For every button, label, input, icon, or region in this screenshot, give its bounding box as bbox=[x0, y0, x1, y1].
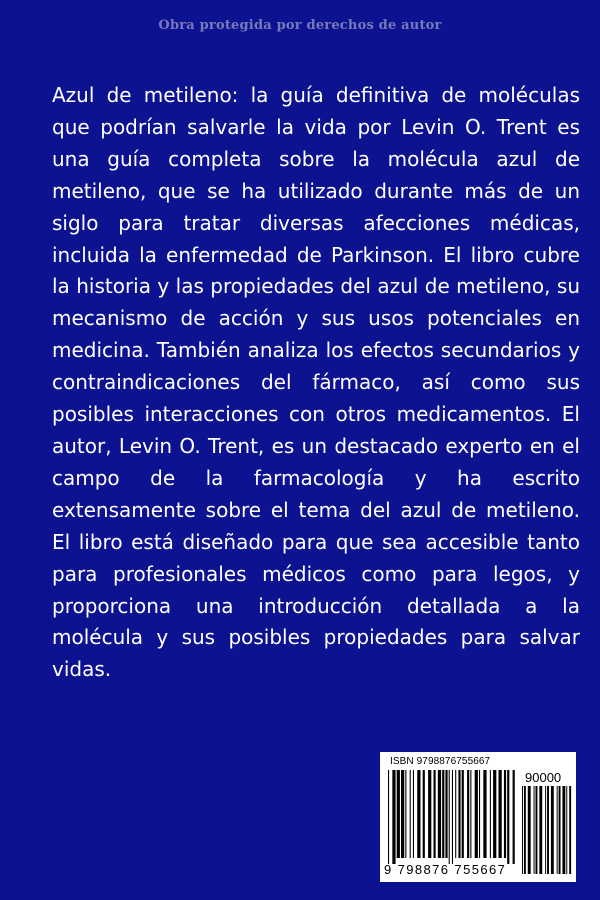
barcode-bar bbox=[566, 786, 567, 874]
barcode-bar bbox=[557, 786, 558, 874]
barcode-bar bbox=[551, 786, 554, 874]
price-addon-barcode bbox=[522, 786, 574, 874]
barcode-bar bbox=[528, 786, 531, 874]
barcode-bar bbox=[545, 786, 546, 874]
barcode-bar bbox=[462, 770, 464, 858]
barcode-bar bbox=[397, 770, 400, 858]
barcode-bar bbox=[524, 786, 526, 874]
barcode-bar bbox=[562, 786, 565, 874]
barcode-bar bbox=[479, 770, 480, 858]
barcode-bar bbox=[483, 770, 486, 858]
barcode-bar bbox=[449, 770, 450, 864]
barcode-bar bbox=[388, 770, 389, 864]
isbn-digits: 9 798876 755667 bbox=[384, 862, 507, 877]
barcode-bar bbox=[534, 786, 535, 874]
barcode-bar bbox=[401, 770, 404, 858]
barcode-bar bbox=[513, 770, 515, 864]
barcode-bar bbox=[405, 770, 406, 858]
barcode-bar bbox=[539, 786, 542, 874]
barcode-bar bbox=[490, 770, 491, 858]
barcode-bar bbox=[535, 786, 537, 874]
barcode-bar bbox=[547, 786, 549, 874]
barcode-bar bbox=[507, 770, 509, 864]
barcode-bar bbox=[452, 770, 453, 864]
barcode-bar bbox=[559, 786, 561, 874]
copyright-watermark-top: Obra protegida por derechos de autor bbox=[158, 18, 442, 33]
barcode-bar bbox=[458, 770, 460, 858]
barcode-bar bbox=[423, 770, 425, 858]
barcode-bar bbox=[445, 770, 447, 858]
barcode-bar bbox=[442, 770, 444, 858]
barcode-bar bbox=[569, 786, 571, 874]
barcode-bar bbox=[467, 770, 469, 858]
barcode-bar bbox=[470, 770, 471, 858]
barcode-bar bbox=[522, 786, 523, 874]
barcode-bar bbox=[499, 770, 502, 858]
barcode-bar bbox=[493, 770, 496, 858]
barcode-bar bbox=[417, 770, 420, 858]
barcode-bar bbox=[410, 770, 411, 858]
barcode-bar bbox=[392, 770, 395, 864]
barcode-bar bbox=[504, 770, 506, 858]
barcode-bar bbox=[434, 770, 436, 858]
barcode-bar bbox=[475, 770, 478, 858]
price-code: 90000 bbox=[525, 770, 562, 785]
barcode-bar bbox=[438, 770, 441, 858]
book-description: Azul de metileno: la guía definitiva de moléculas que podrían salvarle la vida por Levin O. Trent es una guía completa sobre la molécula azul de metileno, que se ha utilizado durante más de un siglo para tratar diversas afecciones médicas, incluida la enfermedad de Parkinson. El libro cubre la historia y las propiedades del azul de metileno, su mecanismo de acción y sus usos potenciales en medicina. También analiza los efectos secundarios y contraindicaciones del fármaco, así como sus posibles interacciones con otros medicamentos. El autor, Levin O. Trent, es un destacado experto en el campo de la farmacología y ha escrito extensamente sobre el tema del azul de metileno. El libro está diseñado para que sea accesible tanto para profesionales médicos como para legos, y proporciona una introducción detallada a la molécula y sus posibles propiedades para salvar vidas. bbox=[52, 83, 580, 682]
isbn-label: ISBN 9798876755667 bbox=[390, 756, 491, 767]
isbn-barcode-box bbox=[380, 752, 576, 882]
barcode-bar bbox=[413, 770, 414, 858]
barcode-bar bbox=[428, 770, 431, 858]
ean13-barcode bbox=[388, 770, 518, 864]
barcode-bar bbox=[455, 770, 456, 858]
